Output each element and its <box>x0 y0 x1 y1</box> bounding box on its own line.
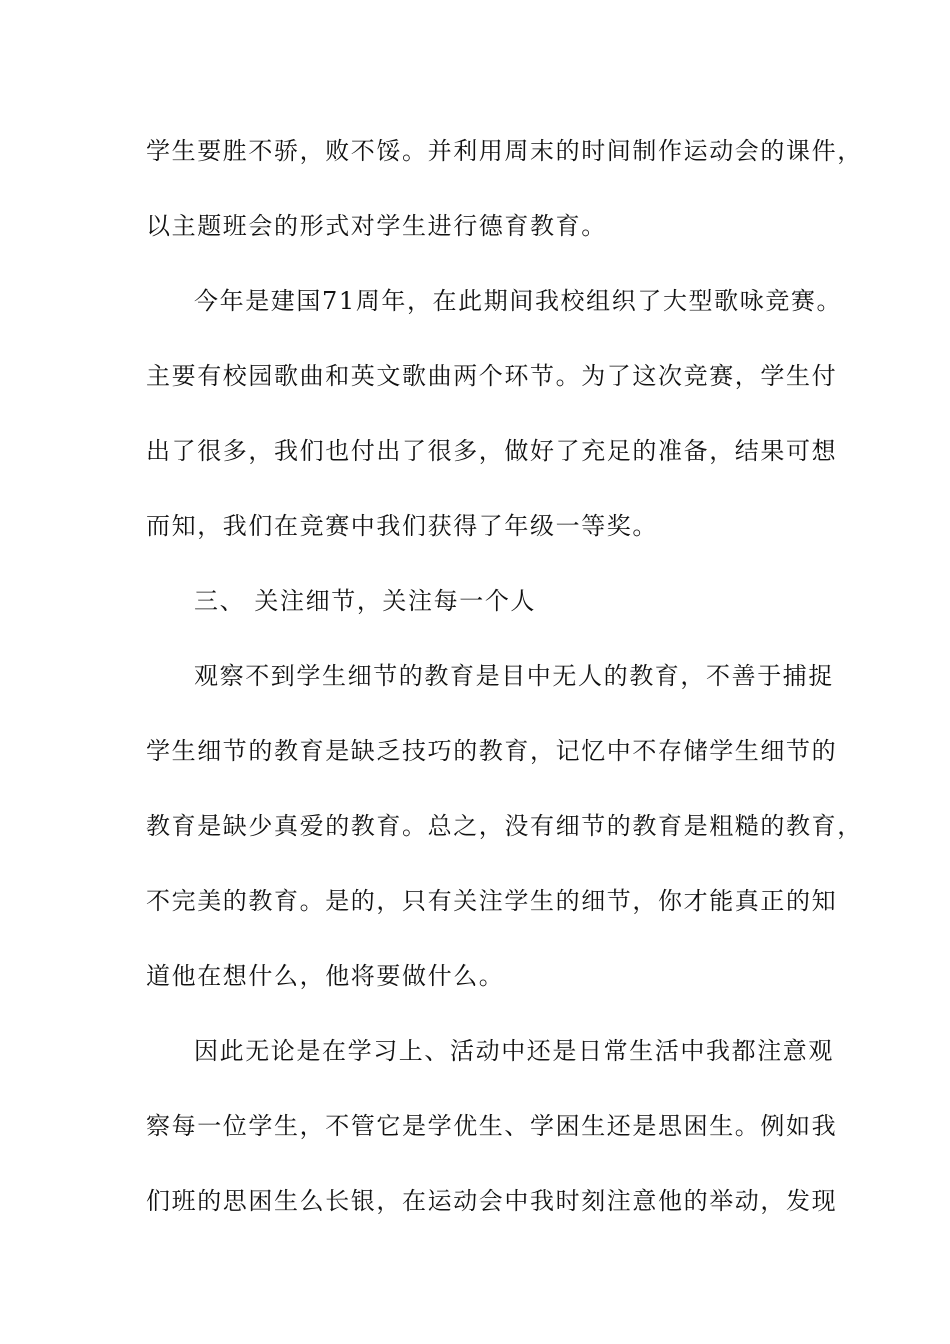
text-line: 以主题班会的形式对学生进行德育教育。 <box>146 212 607 240</box>
text-line: 们班的思困生么长银，在运动会中我时刻注意他的举动，发现 <box>146 1187 838 1215</box>
text-line: 察每一位学生，不管它是学优生、学困生还是思困生。例如我 <box>146 1112 838 1140</box>
text-line: 教育是缺少真爱的教育。总之，没有细节的教育是粗糙的教育， <box>146 812 863 840</box>
text-line: 而知，我们在竞赛中我们获得了年级一等奖。 <box>146 512 658 540</box>
text-line: 出了很多，我们也付出了很多，做好了充足的准备，结果可想 <box>146 437 838 465</box>
text-line: 主要有校园歌曲和英文歌曲两个环节。为了这次竞赛，学生付 <box>146 362 838 390</box>
paragraph-start-line: 因此无论是在学习上、活动中还是日常生活中我都注意观 <box>194 1037 834 1065</box>
paragraph-start-line: 今年是建国71周年，在此期间我校组织了大型歌咏竞赛。 <box>194 287 843 315</box>
text-line: 不完美的教育。是的，只有关注学生的细节，你才能真正的知 <box>146 887 838 915</box>
text-line: 学生要胜不骄，败不馁。并利用周末的时间制作运动会的课件， <box>146 137 863 165</box>
text-line: 学生细节的教育是缺乏技巧的教育，记忆中不存储学生细节的 <box>146 737 838 765</box>
paragraph-start-line: 观察不到学生细节的教育是目中无人的教育，不善于捕捉 <box>194 662 834 690</box>
section-heading: 三、 关注细节，关注每一个人 <box>194 587 537 615</box>
text-line: 道他在想什么，他将要做什么。 <box>146 962 505 990</box>
